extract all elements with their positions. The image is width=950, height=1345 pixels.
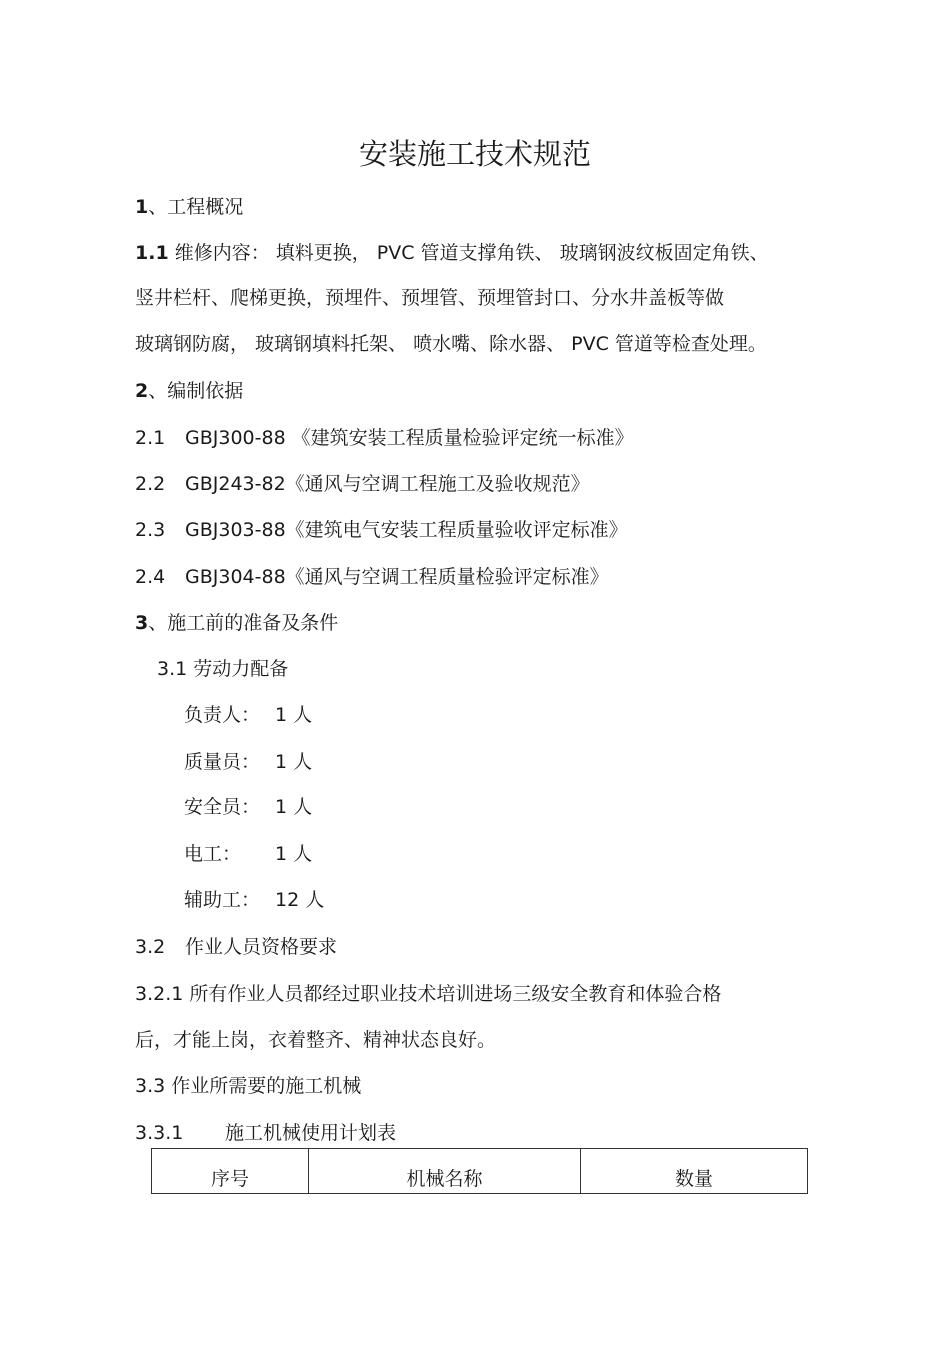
machinery-plan-table	[151, 1148, 808, 1194]
header-machine-name: 机械名称	[309, 1149, 581, 1194]
section-1-1-text: 维修内容： 填料更换， PVC 管道支撑角铁、 玻璃钢波纹板固定角铁、	[168, 242, 769, 264]
section-1-text: 、工程概况	[148, 196, 244, 218]
reference-number: 2.2	[135, 473, 166, 495]
section-1-1-number: 1.1	[135, 242, 169, 264]
reference-code: GBJ303-88	[185, 519, 286, 541]
section-3-text: 、施工前的准备及条件	[148, 612, 339, 634]
labor-count: 1 人	[275, 796, 313, 818]
labor-role: 辅助工：	[184, 889, 261, 911]
labor-role: 负责人：	[184, 704, 261, 726]
section-2-number: 2	[135, 380, 149, 402]
reference-number: 2.3	[135, 519, 166, 541]
labor-item	[184, 888, 324, 912]
section-3-3-1-text: 施工机械使用计划表	[225, 1122, 397, 1144]
header-index: 序号	[152, 1149, 309, 1194]
labor-item	[184, 842, 312, 866]
section-2-heading	[135, 379, 243, 403]
reference-code: GBJ300-88	[185, 427, 286, 449]
reference-number: 2.1	[135, 427, 166, 449]
section-3-2-number: 3.2	[135, 936, 166, 958]
labor-item	[184, 795, 312, 819]
section-3-2-heading	[135, 935, 337, 959]
reference-item	[135, 518, 628, 542]
reference-item	[135, 472, 590, 496]
reference-code: GBJ243-82	[185, 473, 286, 495]
reference-item	[135, 426, 634, 450]
labor-count: 1 人	[275, 704, 313, 726]
section-1-heading	[135, 195, 243, 219]
section-1-1-line-3: 玻璃钢防腐， 玻璃钢填料托架、 喷水嘴、除水器、 PVC 管道等检查处理。	[135, 333, 767, 355]
labor-count: 12 人	[275, 889, 325, 911]
section-3-2-1-line-1: 3.2.1 所有作业人员都经过职业技术培训进场三级安全教育和体验合格	[135, 983, 722, 1005]
section-3-number: 3	[135, 612, 149, 634]
labor-role: 电工：	[184, 843, 242, 865]
reference-number: 2.4	[135, 566, 166, 588]
section-2-text: 、编制依据	[148, 380, 244, 402]
labor-count: 1 人	[275, 751, 313, 773]
document-title: 安装施工技术规范	[358, 137, 591, 171]
labor-item	[184, 750, 312, 774]
section-3-3-heading: 3.3 作业所需要的施工机械	[135, 1075, 362, 1097]
reference-name: 《通风与空调工程质量检验评定标准》	[285, 566, 609, 588]
reference-item	[135, 565, 609, 589]
section-3-heading	[135, 611, 338, 635]
section-3-3-1-number: 3.3.1	[135, 1122, 184, 1144]
section-1-1-line-2: 竖井栏杆、爬梯更换，预埋件、预埋管、预埋管封口、分水井盖板等做	[135, 287, 725, 309]
labor-role: 安全员：	[184, 796, 261, 818]
section-1-1-line-1	[135, 241, 769, 265]
labor-item	[184, 703, 312, 727]
reference-name: 《建筑安装工程质量检验评定统一标准》	[291, 427, 634, 449]
section-3-2-1-line-2: 后，才能上岗，衣着整齐、精神状态良好。	[135, 1029, 497, 1051]
section-3-3-1-heading	[135, 1121, 396, 1145]
reference-name: 《通风与空调工程施工及验收规范》	[285, 473, 590, 495]
reference-code: GBJ304-88	[185, 566, 286, 588]
header-quantity: 数量	[581, 1149, 808, 1194]
section-1-number: 1	[135, 196, 149, 218]
reference-name: 《建筑电气安装工程质量验收评定标准》	[285, 519, 628, 541]
section-3-2-text: 作业人员资格要求	[185, 936, 338, 958]
labor-count: 1 人	[275, 843, 313, 865]
table-header-row	[152, 1149, 808, 1194]
section-3-1-heading: 3.1 劳动力配备	[157, 658, 289, 680]
labor-role: 质量员：	[184, 751, 261, 773]
